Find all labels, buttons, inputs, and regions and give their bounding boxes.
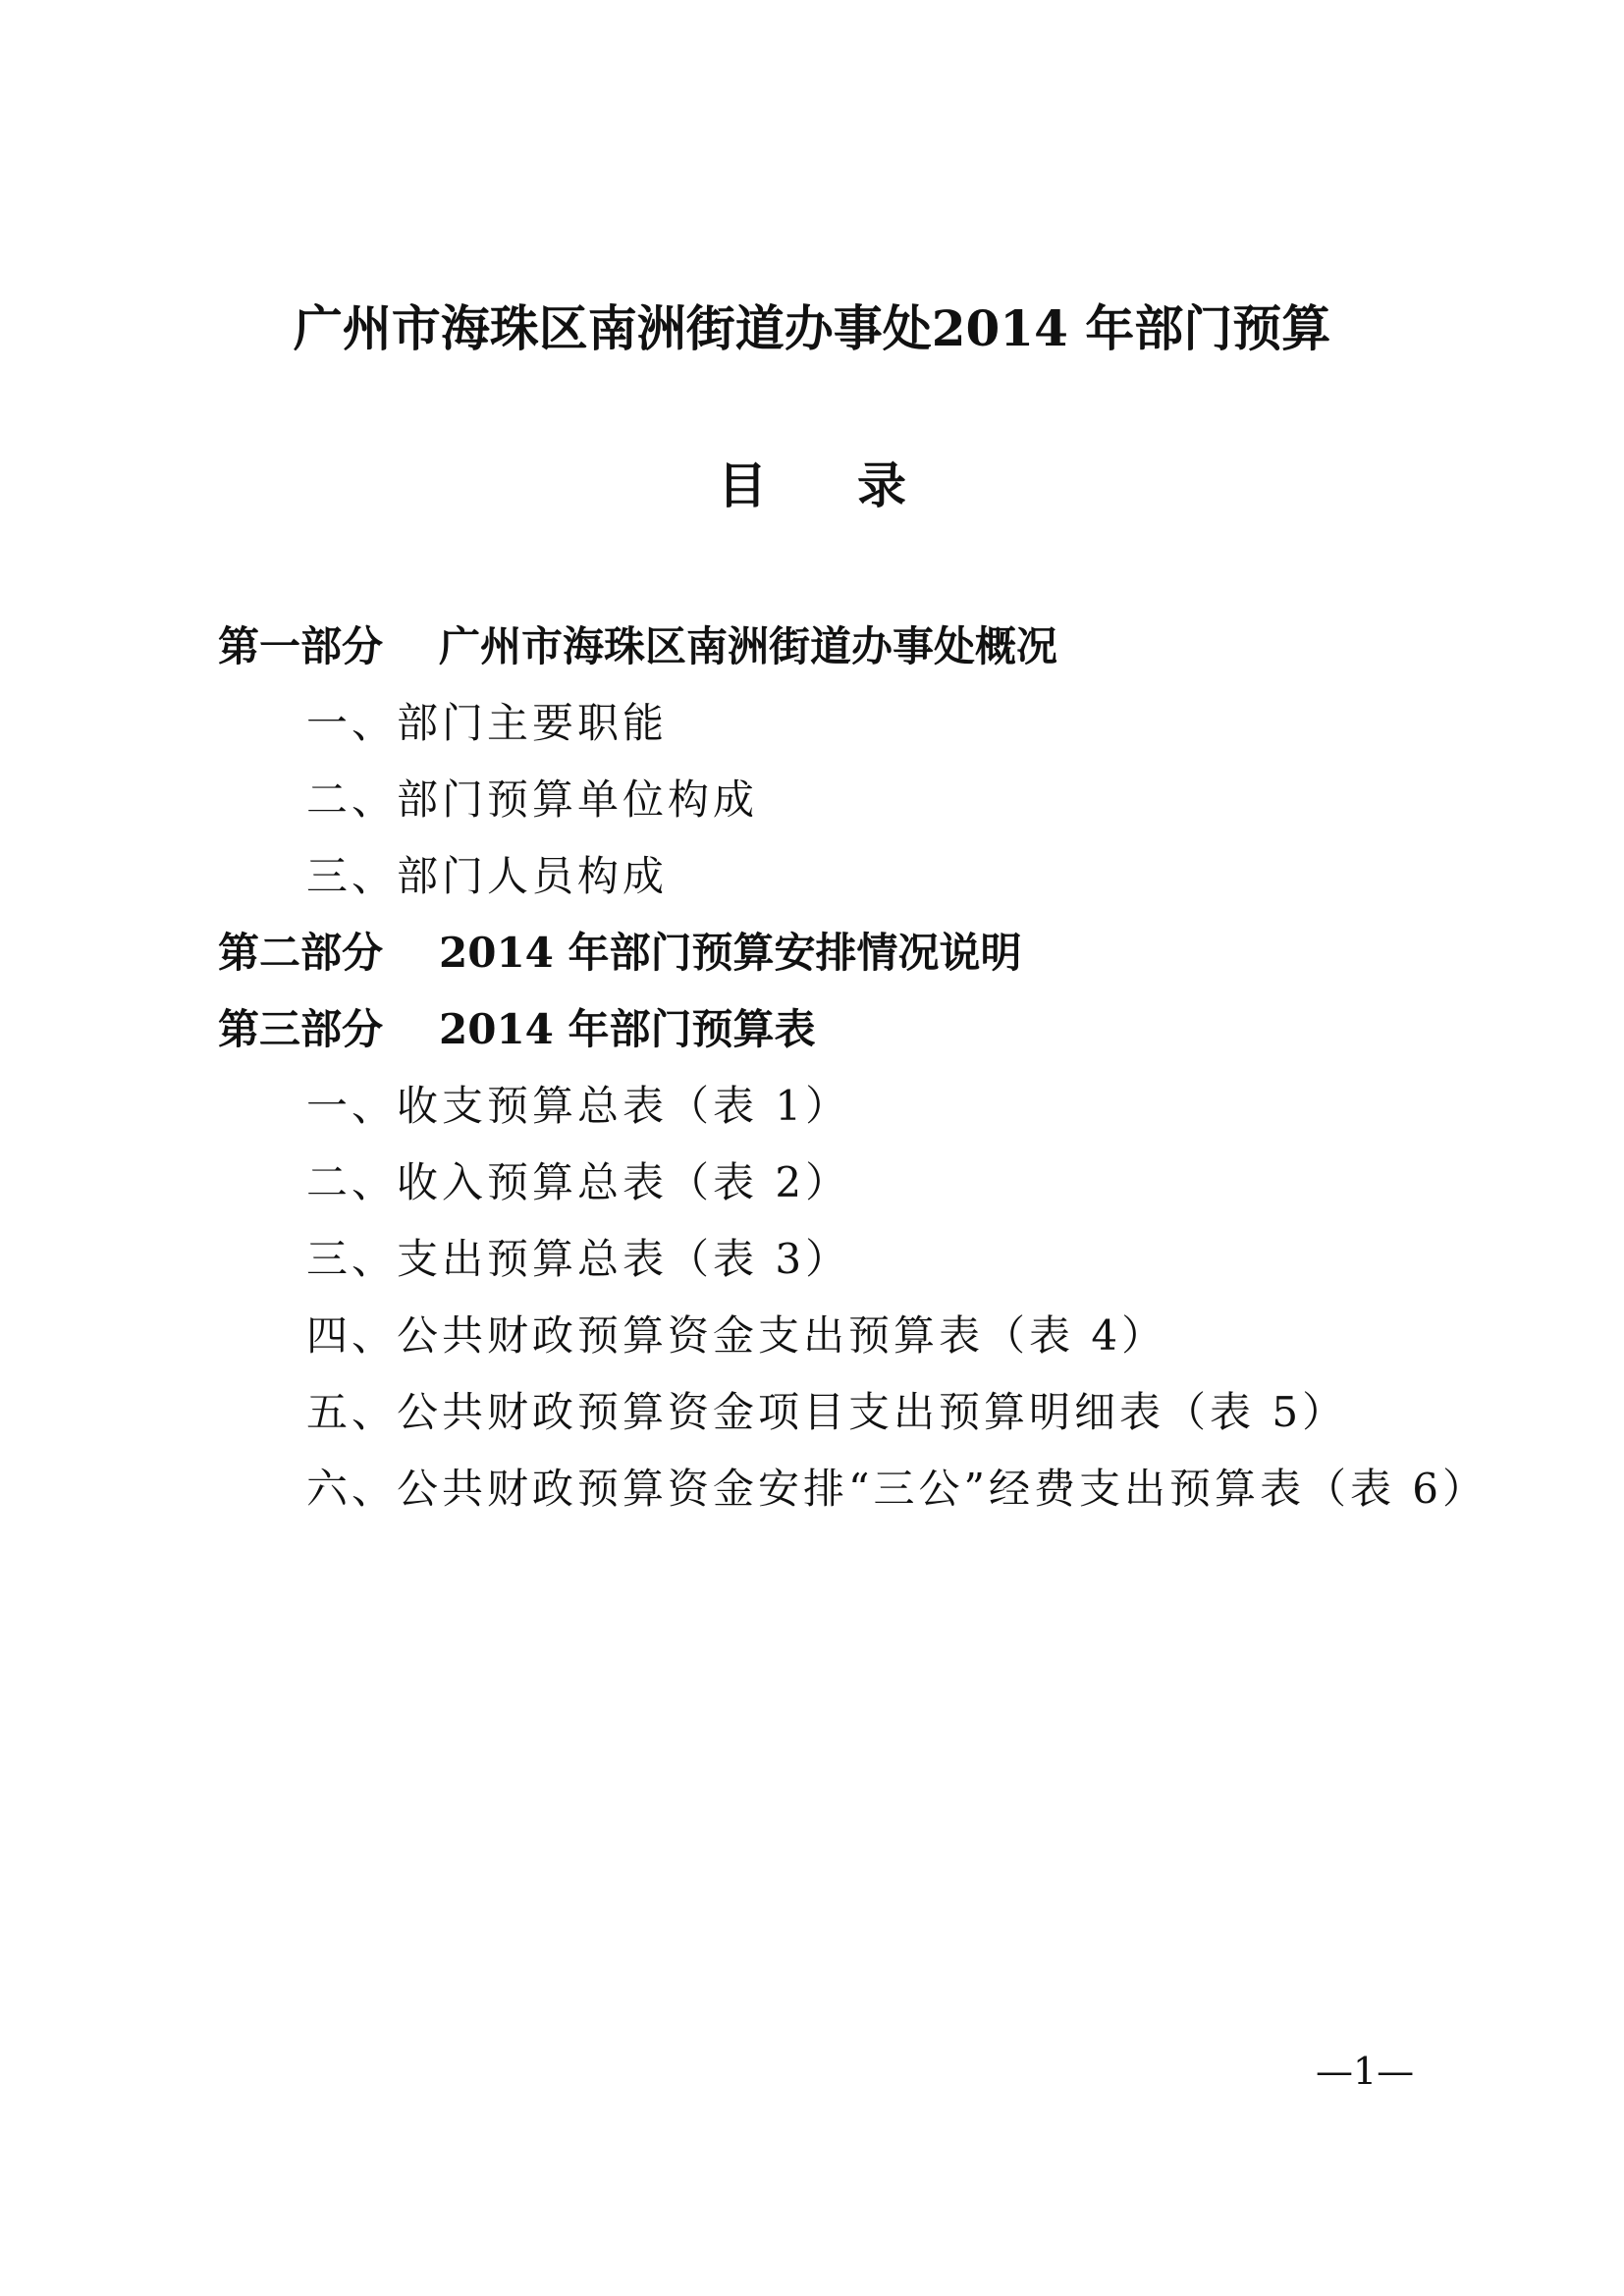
table-of-contents [218,609,1494,1527]
toc-item-budget-units[interactable]: 二、部门预算单位构成 [306,775,759,824]
toc-part-2[interactable] [218,915,1494,991]
toc-item-table-6[interactable]: 六、公共财政预算资金安排“三公”经费支出预算表（表 6） [306,1465,1489,1513]
toc-part-title: 广州市海珠区南洲街道办事处概况 [439,622,1058,670]
toc-part-1[interactable] [218,609,1494,685]
toc-part-title: 2014 年部门预算安排情况说明 [439,929,1022,977]
toc-item-table-2[interactable]: 二、收入预算总表（表 2） [306,1158,851,1206]
toc-part-title: 2014 年部门预算表 [439,1005,816,1053]
toc-part-label: 第二部分 [218,929,384,977]
toc-part-label: 第三部分 [218,1005,384,1053]
page-number: —1— [1316,2050,1415,2093]
toc-heading: 目录 [718,456,997,514]
toc-item-table-5[interactable]: 五、公共财政预算资金项目支出预算明细表（表 5） [306,1388,1348,1436]
toc-part-3[interactable] [218,991,1494,1068]
toc-item-table-4[interactable]: 四、公共财政预算资金支出预算表（表 4） [306,1311,1167,1360]
toc-item-staff-composition[interactable]: 三、部门人员构成 [306,852,669,900]
toc-item-main-functions[interactable]: 一、部门主要职能 [306,699,669,747]
page-title: 广州市海珠区南洲街道办事处2014 年部门预算 [293,299,1331,357]
toc-part-label: 第一部分 [218,622,384,670]
toc-item-table-1[interactable]: 一、收支预算总表（表 1） [306,1082,851,1130]
toc-item-table-3[interactable]: 三、支出预算总表（表 3） [306,1235,851,1283]
